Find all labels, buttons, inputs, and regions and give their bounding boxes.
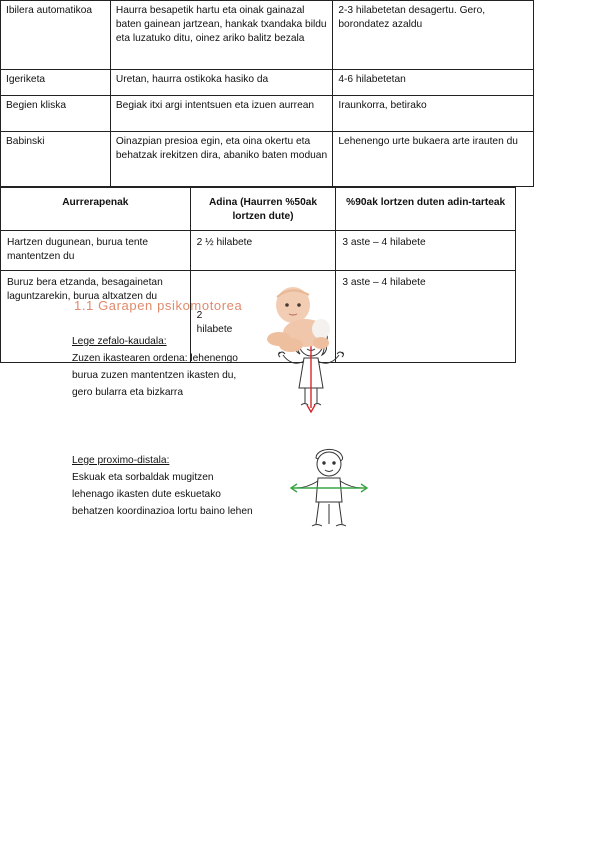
reflex-table: [0, 0, 534, 187]
reflex-name: Begien kliska: [1, 96, 111, 132]
milestone-age-number: 2: [196, 310, 203, 321]
milestone-age-cell: [190, 271, 336, 363]
table-row: [1, 1, 534, 70]
reflex-duration: 4-6 hilabetetan: [333, 70, 534, 96]
reflex-name: Babinski: [1, 132, 111, 187]
milestone-age: 2 ½ hilabete: [190, 231, 336, 271]
reflex-duration: Iraunkorra, betirako: [333, 96, 534, 132]
column-header: Aurrerapenak: [1, 188, 191, 231]
milestone-range: 3 aste – 4 hilabete: [336, 231, 516, 271]
law-text-line: Eskuak eta sorbaldak mugitzen: [72, 472, 214, 483]
reflex-duration: Lehenengo urte bukaera arte irauten du: [333, 132, 534, 187]
law-text-line: Zuzen ikastearen ordena: lehenengo: [72, 353, 238, 364]
law-heading: Lege zefalo-kaudala:: [72, 336, 167, 347]
reflex-duration: 2-3 hilabetetan desagertu. Gero, borondatez azaldu: [333, 1, 534, 70]
milestone-range: 3 aste – 4 hilabete: [336, 271, 516, 363]
law-text-line: behatzen koordinazioa lortu baino lehen: [72, 506, 253, 517]
reflex-description: Oinazpian presioa egin, eta oina okertu eta behatzak irekitzen dira, abaniko baten moduan: [110, 132, 333, 187]
table-row: [1, 132, 534, 187]
boy-illustration: [288, 444, 370, 536]
law-text-line: lehenago ikasten dute eskuetako: [72, 489, 221, 500]
reflex-description: Begiak itxi argi intentsuen eta izuen aurrean: [110, 96, 333, 132]
table-row: [1, 70, 534, 96]
reflex-description: Haurra besapetik hartu eta oinak gainazal baten gainean jartzean, hankak txandaka bildu eta luzatuko ditu, oinez ariko balitz bezala: [110, 1, 333, 70]
milestone-age-unit: hilabete: [196, 324, 233, 335]
law-text-line: burua zuzen mantentzen ikasten du,: [72, 370, 237, 381]
table-row: [1, 231, 516, 271]
table-header-row: [1, 188, 516, 231]
section-title: 1.1 Garapen psikomotorea: [74, 298, 243, 313]
column-header: Adina (Haurren %50ak lortzen dute): [190, 188, 336, 231]
milestone-skill: Hartzen dugunean, burua tente mantentzen du: [1, 231, 191, 271]
reflex-name: Ibilera automatikoa: [1, 1, 111, 70]
law-proximodistal: [72, 452, 287, 520]
milestone-skill: Buruz bera etzanda, besagainetan laguntzarekin, burua altxatzen du: [1, 271, 191, 363]
reflex-description: Uretan, haurra ostikoka hasiko da: [110, 70, 333, 96]
table-row: [1, 96, 534, 132]
baby-photo: [261, 279, 331, 359]
law-text-line: gero bularra eta bizkarra: [72, 387, 183, 398]
reflex-name: Igeriketa: [1, 70, 111, 96]
law-heading: Lege proximo-distala:: [72, 455, 170, 466]
column-header: %90ak lortzen duten adin-tarteak: [336, 188, 516, 231]
